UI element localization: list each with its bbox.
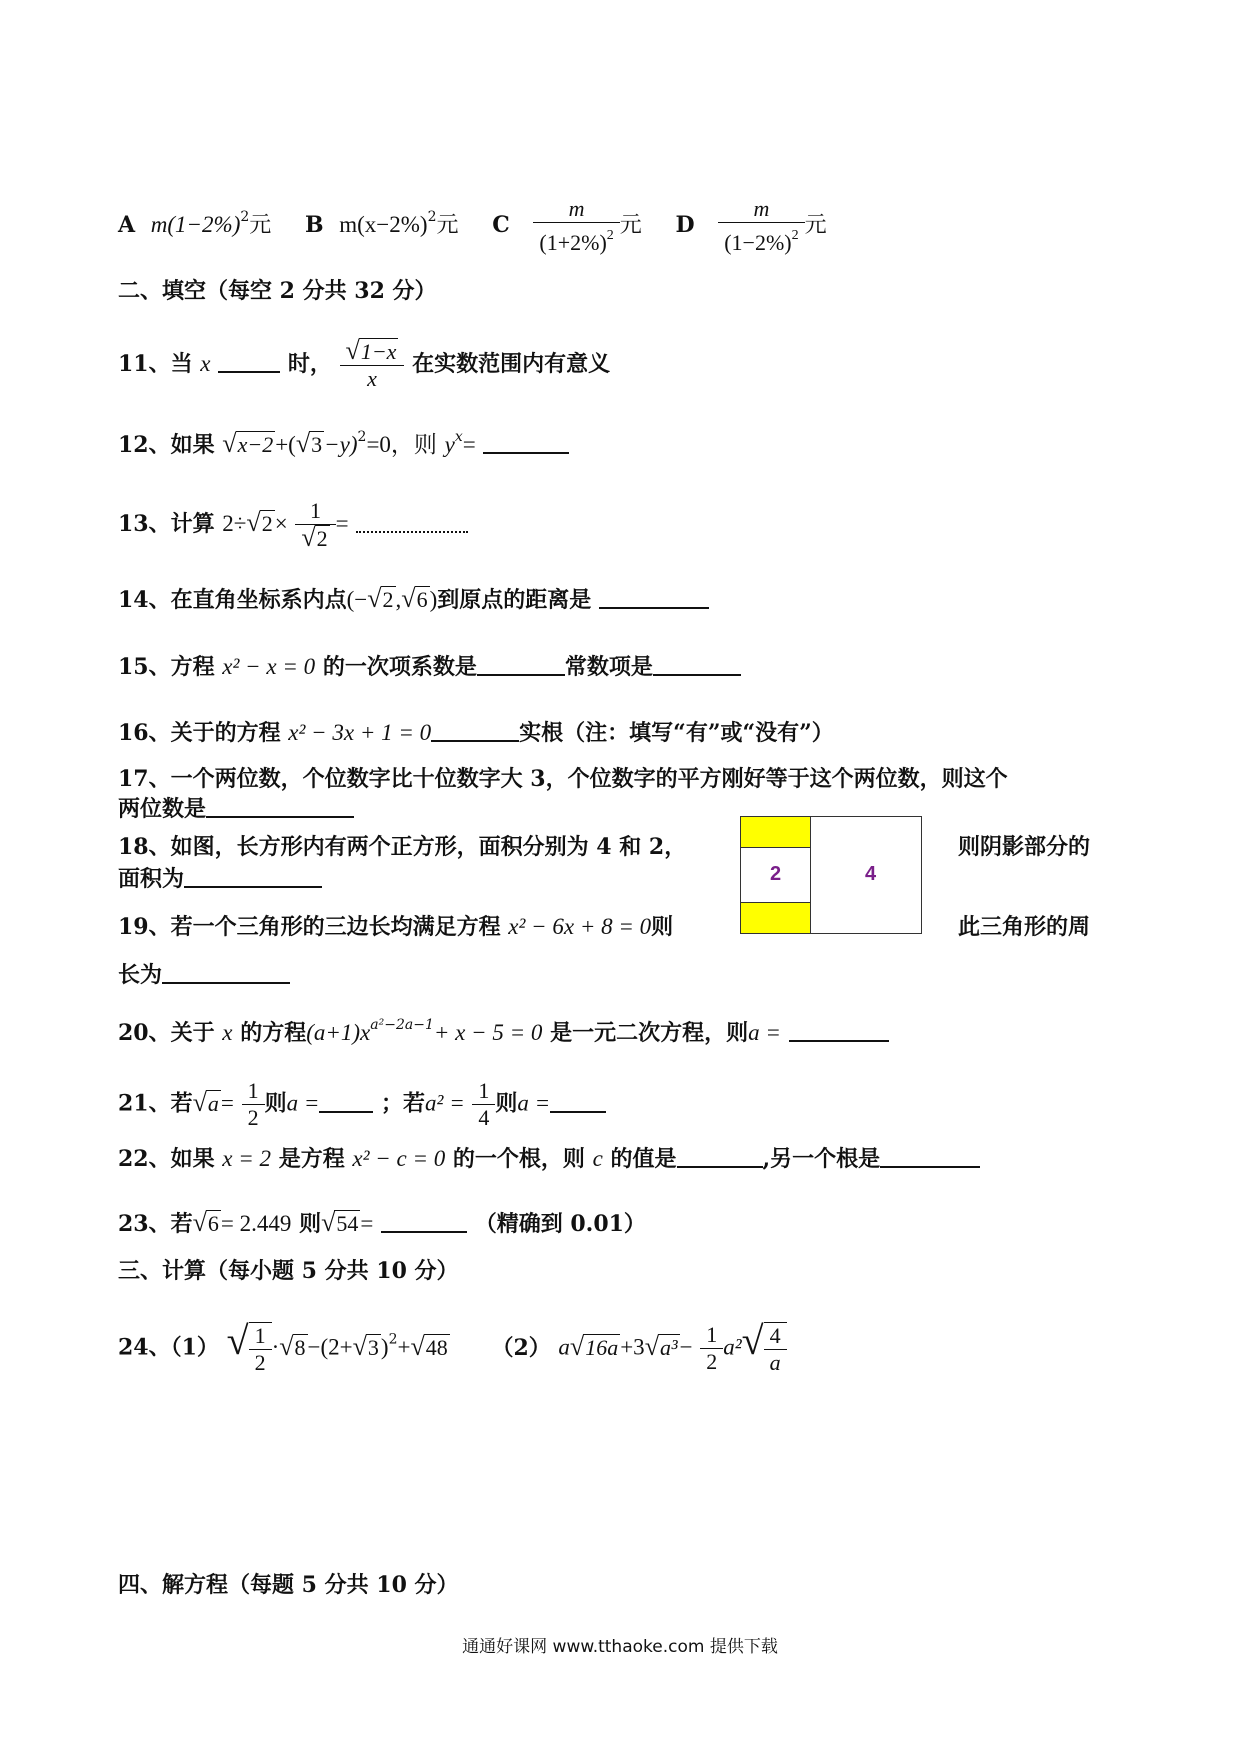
q24-radicand-3: 3 (367, 1334, 379, 1360)
q14-radicand-2: 6 (416, 587, 428, 612)
q24-h-den: 2 (706, 1349, 718, 1374)
q24-half-den: 2 (254, 1350, 266, 1376)
q12-eq2: = (462, 432, 476, 457)
q21-den-1: 2 (247, 1105, 259, 1130)
q21-radicand: a (207, 1090, 219, 1116)
question-13 (118, 498, 468, 552)
q24-h-num: 1 (700, 1322, 723, 1349)
q13-den-sqrt: √2 (301, 523, 328, 552)
option-b-square: 2 (427, 209, 437, 225)
q11-mid: 时， (287, 351, 332, 377)
q14-text2: 到原点的距离是 (437, 587, 592, 613)
q18-line2-text: 面积为 (118, 866, 185, 892)
q20-tail: a = (748, 1020, 781, 1045)
q22-eq2: x² − c = 0 (352, 1146, 446, 1171)
q12-radicand-1: x−2 (237, 432, 274, 457)
q14-sqrt-2: √6 (401, 584, 428, 613)
q21-sep: ；若 (381, 1090, 426, 1117)
q23-sqrt-1: √6 (192, 1208, 219, 1237)
option-a-expr: m(1−2%) (150, 212, 241, 237)
q22-text5: ,另一个根是 (762, 1146, 881, 1172)
q14-blank[interactable] (599, 585, 709, 609)
q20-blank[interactable] (789, 1018, 889, 1042)
q16-text1: 16、关于的方程 (118, 720, 281, 746)
q14-sqrt-1: √2 (367, 584, 394, 613)
question-18-line-1-right: 则阴影部分的 (958, 834, 1091, 860)
q24-radicand-16a: 16a (585, 1334, 619, 1360)
option-a-label: A (118, 212, 136, 238)
option-c-fraction (533, 196, 619, 256)
q24-num: 24、（1） (118, 1334, 219, 1361)
q14-comma: , (395, 587, 402, 612)
q21-then2: 则 (495, 1090, 518, 1117)
q22-blank-1[interactable] (677, 1144, 763, 1168)
section-4-title: 四、解方程（每题 5 分共 10 分） (118, 1572, 459, 1598)
option-a-square: 2 (240, 209, 250, 225)
q24-radicand-48: 48 (425, 1334, 448, 1360)
question-19-right: 此三角形的周 (958, 914, 1091, 940)
q12-start: 12、如果 (118, 432, 215, 458)
question-18-line-2 (118, 864, 322, 894)
option-c-den-text: (1+2%) (539, 230, 607, 255)
q24-plus2: +3 (620, 1334, 645, 1360)
q15-text2: 的一次项系数是 (322, 654, 477, 680)
q15-blank-1[interactable] (477, 652, 565, 676)
q24-close: ) (380, 1334, 389, 1360)
q17-line2-text: 两位数是 (118, 796, 207, 822)
q24-sqrt-half: √ $\frac{1}{2}$ (227, 1322, 272, 1376)
q24-square: 2 (388, 1331, 398, 1348)
q21-den-2: 4 (478, 1105, 490, 1130)
q15-equation: x² − x = 0 (222, 654, 316, 679)
q23-value: = 2.449 (220, 1211, 292, 1236)
q12-sqrt-1: √x−2 (222, 429, 274, 458)
q21-num-1: 1 (242, 1078, 265, 1105)
question-17-line-1: 17、一个两位数，个位数字比十位数字大 3，个位数字的平方刚好等于这个两位数，则这个 (118, 766, 1008, 792)
q20-x: x (222, 1020, 233, 1045)
q21-num-2: 1 (472, 1078, 495, 1105)
option-d-unit: 元 (804, 213, 827, 238)
q21-blank-1[interactable] (319, 1089, 373, 1113)
q15-text1: 15、方程 (118, 654, 215, 680)
q11-var: x (200, 351, 211, 376)
option-d-numerator: m (718, 196, 804, 223)
q12-plus: +( (275, 432, 296, 457)
question-23 (118, 1208, 646, 1239)
question-21 (118, 1078, 606, 1131)
option-c-numerator: m (533, 196, 619, 223)
q21-fraction-1 (242, 1078, 265, 1131)
q13-fraction (295, 498, 335, 552)
q16-equation: x² − 3x + 1 = 0 (288, 720, 432, 745)
q24-part2: （2） (491, 1334, 551, 1361)
q22-text2: 是方程 (278, 1146, 345, 1172)
figure-shaded-top (741, 817, 810, 848)
q24-a2: a² (723, 1334, 742, 1360)
q13-den-radicand: 2 (316, 526, 328, 551)
q24-sqrt-48: √48 (410, 1331, 448, 1361)
q24-plus: + (397, 1334, 411, 1360)
option-a-unit: 元 (249, 213, 272, 238)
question-19-line-2 (118, 960, 290, 990)
option-d-den-square: 2 (791, 228, 799, 243)
q12-y: y (444, 432, 455, 457)
q21-then1: 则 (264, 1090, 287, 1117)
figure-large-label: 4 (865, 863, 877, 885)
option-c-den-square: 2 (606, 228, 614, 243)
question-18-line-1: 18、如图，长方形内有两个正方形，面积分别为 4 和 2， (118, 834, 687, 860)
question-15 (118, 652, 741, 682)
q12-radicand-2: 3 (311, 432, 323, 457)
q18-blank[interactable] (184, 864, 322, 888)
option-d-fraction (718, 196, 804, 256)
option-b-expr: m(x−2%) (339, 212, 428, 237)
q24-a: a (558, 1334, 570, 1360)
q23-eq: = (360, 1211, 374, 1236)
q24-radicand-a3: a³ (659, 1334, 678, 1360)
q13-numerator: 1 (295, 498, 335, 525)
option-c-unit: 元 (619, 213, 642, 238)
q21-blank-2[interactable] (550, 1089, 606, 1113)
q14-text1: 14、在直角坐标系内点 (118, 587, 347, 613)
q23-note: （精确到 0.01） (474, 1211, 646, 1237)
q24-minus2: − (679, 1334, 693, 1360)
q19-equation: x² − 6x + 8 = 0 (508, 914, 652, 939)
q19-line2-text: 长为 (118, 962, 163, 988)
q24-sqrt-a3: √a³ (644, 1331, 678, 1361)
q24-sqrt-4a: √ $\frac{4}{a}$ (742, 1322, 787, 1376)
q20-exponent: a²−2a−1 (370, 1017, 434, 1033)
q12-sqrt-2: √3 (295, 429, 323, 458)
q22-c: c (592, 1146, 603, 1171)
q23-blank[interactable] (381, 1209, 467, 1233)
q16-blank[interactable] (431, 718, 519, 742)
q11-sqrt: √1−x (345, 336, 397, 365)
q22-eq1: x = 2 (222, 1146, 272, 1171)
q13-radicand: 2 (261, 511, 273, 536)
option-b-label: B (304, 212, 324, 238)
q10-options (118, 196, 827, 256)
option-b-unit: 元 (436, 213, 459, 238)
section-2-title: 二、填空（每空 2 分共 32 分） (118, 278, 437, 304)
q24-sqrt-8: √8 (279, 1331, 306, 1361)
q19-text1: 19、若一个三角形的三边长均满足方程 (118, 914, 501, 940)
q23-radicand-2: 54 (336, 1211, 359, 1236)
q24-half-fraction (700, 1322, 723, 1375)
q21-fraction-2 (472, 1078, 495, 1131)
q11-tail: 在实数范围内有意义 (412, 351, 611, 377)
q16-text2: 实根（注：填写“有”或“没有”） (519, 720, 834, 746)
section-3-title: 三、计算（每小题 5 分共 10 分） (118, 1258, 459, 1284)
q24-sqrt-3: √3 (352, 1331, 379, 1361)
q20-text3: 是一元二次方程，则 (550, 1020, 749, 1046)
q23-text1: 23、若 (118, 1211, 193, 1237)
q22-blank-2[interactable] (880, 1144, 980, 1168)
q21-sqrt: √a (192, 1087, 219, 1117)
question-24 (118, 1318, 787, 1376)
q11-start: 11、当 (118, 351, 193, 377)
q21-a1: a = (286, 1090, 320, 1116)
page-footer: 通通好课网 www.tthaoke.com 提供下载 (462, 1637, 778, 1657)
q21-a2sq: a² = (425, 1090, 465, 1116)
q21-text1: 21、若 (118, 1090, 193, 1117)
q14-p1: (− (346, 587, 368, 612)
q13-times: × (274, 511, 288, 536)
question-11 (118, 338, 610, 392)
option-d-den-text: (1−2%) (724, 230, 792, 255)
q12-x-exp: x (454, 429, 463, 445)
option-d-label: D (675, 212, 695, 238)
q24-radicand-8: 8 (294, 1334, 306, 1360)
q20-text1: 20、关于 (118, 1020, 215, 1046)
q22-text4: 的值是 (610, 1146, 677, 1172)
figure-small-label: 2 (770, 863, 782, 885)
q24-f2-num: 4 (764, 1323, 787, 1350)
q13-sqrt: √2 (246, 508, 273, 537)
q15-blank-2[interactable] (653, 652, 741, 676)
question-16 (118, 718, 834, 748)
option-c-label: C (492, 212, 510, 238)
question-12 (118, 422, 569, 460)
q21-a2: a = (517, 1090, 551, 1116)
q23-radicand-1: 6 (207, 1211, 219, 1236)
q12-mid: −y) (324, 432, 358, 457)
q19-blank[interactable] (162, 960, 290, 984)
question-14 (118, 584, 709, 615)
rectangle-figure (740, 816, 922, 934)
q13-eq: = (335, 511, 349, 536)
question-22 (118, 1144, 980, 1174)
q11-denominator: x (367, 366, 377, 391)
q21-eq1: = (220, 1090, 234, 1116)
q20-eq-a: (a+1)x (306, 1020, 371, 1045)
question-17-line-2 (118, 794, 354, 824)
q11-blank[interactable] (218, 349, 280, 373)
q12-eq: =0，则 (366, 432, 437, 457)
q24-minus: −(2+ (307, 1334, 353, 1360)
q14-p2: ) (429, 587, 438, 612)
q15-text3: 常数项是 (564, 654, 653, 680)
question-20 (118, 1010, 889, 1048)
q24-half-num: 1 (249, 1323, 272, 1350)
q23-sqrt-2: √54 (321, 1208, 359, 1237)
q24-sqrt-16a: √16a (569, 1331, 619, 1361)
q11-radicand: 1−x (360, 339, 397, 364)
q13-a: 2÷ (222, 511, 247, 536)
q11-fraction (340, 338, 405, 392)
q20-eq-b: + x − 5 = 0 (433, 1020, 543, 1045)
q14-radicand-1: 2 (382, 587, 394, 612)
q22-text3: 的一个根，则 (452, 1146, 585, 1172)
figure-shaded-bottom (741, 902, 810, 933)
q24-f2-den: a (769, 1350, 781, 1376)
q23-then: 则 (299, 1211, 322, 1237)
q19-text2: 则 (651, 914, 674, 940)
q12-square: 2 (357, 429, 367, 445)
question-19 (118, 912, 673, 942)
q20-text2: 的方程 (240, 1020, 307, 1046)
q17-blank[interactable] (206, 794, 354, 818)
option-c-denominator (533, 223, 619, 256)
q13-blank[interactable] (356, 509, 468, 533)
q24-dot: · (271, 1334, 280, 1360)
q12-blank[interactable] (483, 430, 569, 454)
q22-text1: 22、如果 (118, 1146, 215, 1172)
option-d-denominator (718, 223, 804, 256)
q13-start: 13、计算 (118, 511, 215, 537)
